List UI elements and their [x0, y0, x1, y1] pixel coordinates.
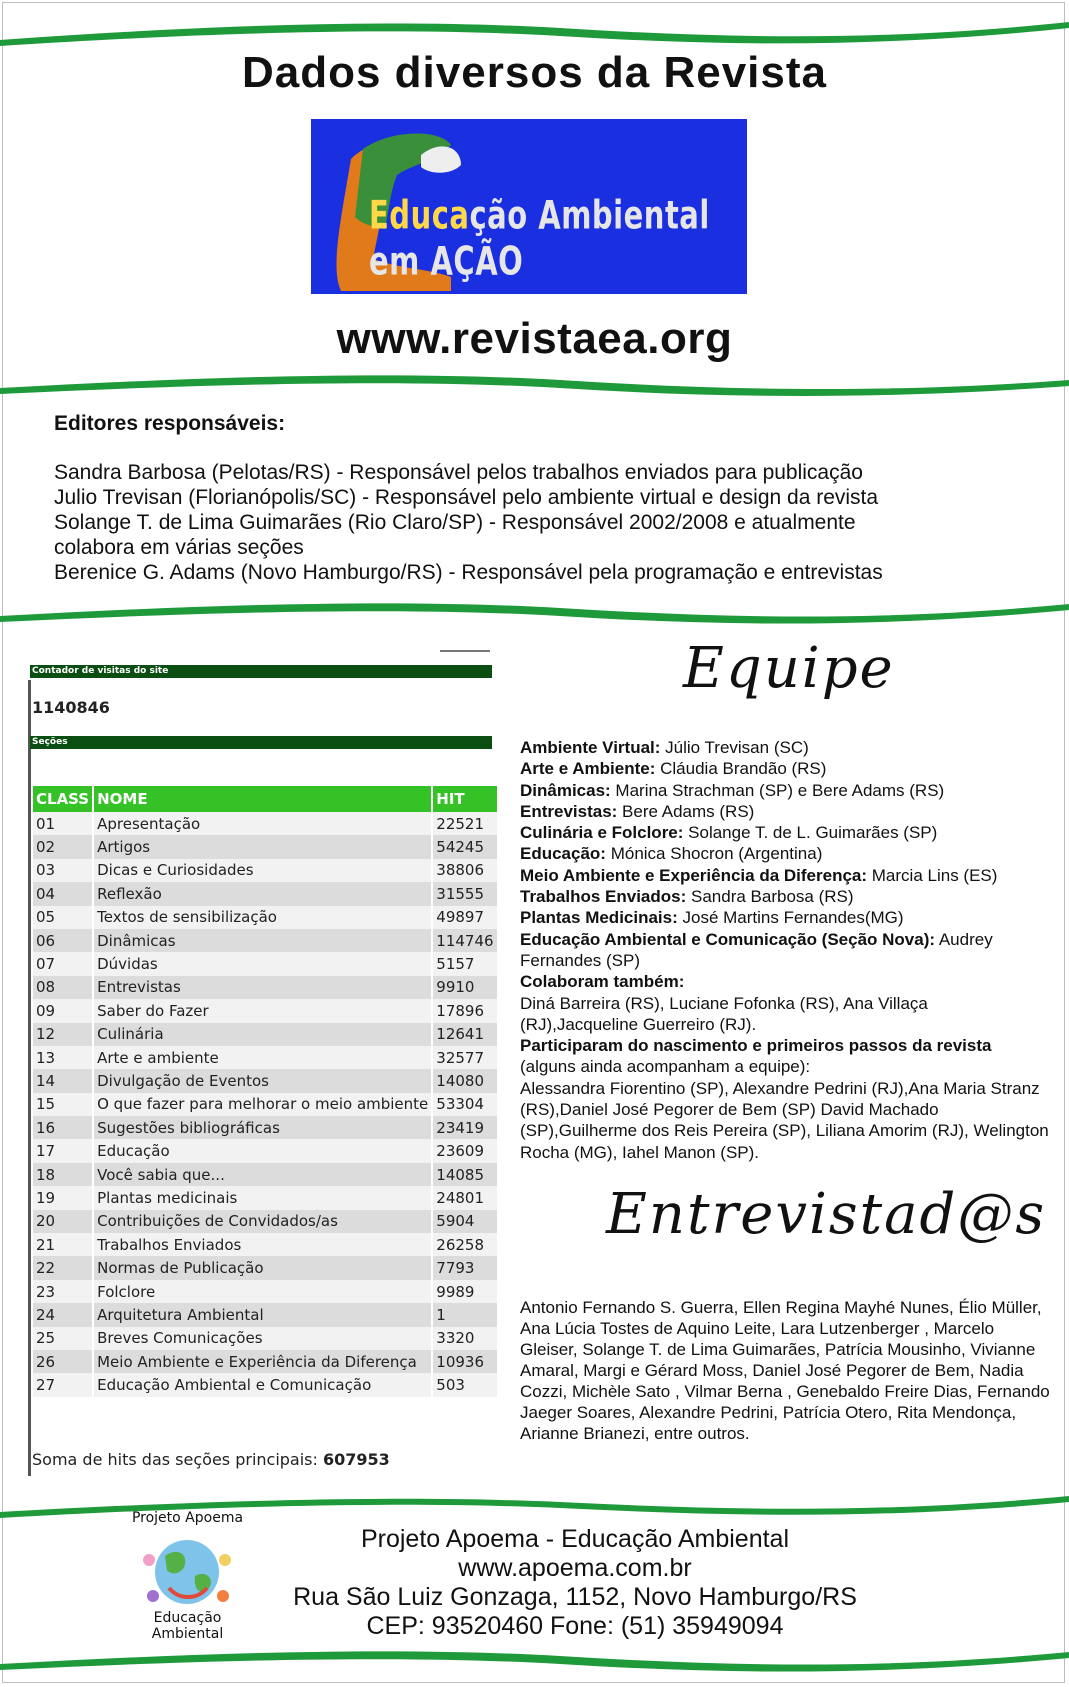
footer-line: Projeto Apoema - Educação Ambiental: [360, 1525, 790, 1553]
site-url[interactable]: www.revistaea.org: [336, 314, 733, 363]
team-entry-text: Bere Adams (RS): [617, 801, 755, 821]
team-entry-label: Trabalhos Enviados:: [520, 887, 687, 907]
team-entry-label: Arte e Ambiente:: [520, 759, 656, 779]
team-entry-label: Entrevistas:: [520, 801, 618, 821]
table-row: [33, 1280, 498, 1303]
table-row: [33, 1046, 498, 1069]
class-cell: 20: [33, 1210, 93, 1233]
class-cell: 06: [33, 929, 93, 952]
table-row: [33, 976, 498, 999]
name-cell: O que fazer para melhorar o meio ambiente: [93, 1093, 432, 1116]
team-entry-label: Dinâmicas:: [520, 780, 611, 800]
team-entry-text: (alguns ainda acompanham a equipe):: [520, 1057, 811, 1077]
team-entry: [520, 758, 1050, 779]
class-cell: 13: [33, 1046, 93, 1069]
name-cell: Sugestões bibliográficas: [93, 1116, 432, 1139]
name-cell: Culinária: [93, 1023, 432, 1046]
name-cell: Reflexão: [93, 882, 432, 905]
hits-sum: [32, 1450, 390, 1469]
team-entry-label: Colaboram também:: [520, 972, 685, 992]
editor-line: Sandra Barbosa (Pelotas/RS) - Responsável pelos trabalhos enviados para publicação: [54, 461, 863, 484]
name-cell: Saber do Fazer: [93, 999, 432, 1022]
panel-rule: [440, 650, 490, 652]
footer-line: CEP: 93520460 Fone: (51) 35949094: [366, 1612, 784, 1640]
name-cell: Breves Comunicações: [93, 1327, 432, 1350]
team-entry-text: Cláudia Brandão (RS): [655, 759, 827, 779]
name-cell: Dicas e Curiosidades: [93, 859, 432, 882]
name-cell: Dinâmicas: [93, 929, 432, 952]
hits-sum-value: 607953: [323, 1450, 390, 1469]
team-entry-text: Marina Strachman (SP) e Bere Adams (RS): [610, 780, 945, 800]
team-entry-text: Sandra Barbosa (RS): [686, 887, 854, 907]
name-cell: Contribuições de Convidados/as: [93, 1210, 432, 1233]
table-row: [33, 835, 498, 858]
visit-counter-value: 1140846: [32, 698, 110, 717]
class-cell: 08: [33, 976, 93, 999]
class-cell: 26: [33, 1350, 93, 1373]
team-entry: [520, 822, 1050, 843]
hit-cell: 114746: [432, 929, 497, 952]
panel-rule: [28, 680, 31, 1476]
site-stats-panel: [28, 650, 494, 1476]
name-cell: Você sabia que...: [93, 1163, 432, 1186]
name-cell: Trabalhos Enviados: [93, 1233, 432, 1256]
team-entry: [520, 843, 1050, 864]
editors-list: [54, 460, 1044, 585]
table-row: [33, 1327, 498, 1350]
interviewees-text: Antonio Fernando S. Guerra, Ellen Regina Mayhé Nunes, Élio Müller, Ana Lúcia Tostes de Aquino Leite, Lara Lutzenberger , Marcelo Gleiser, Solange T. de Lima Guimarães, Patrícia Mousinho, Vivianne Amaral, Margi e Gérard Moss, Daniel José Pegorer de Bem, Nadia Cozzi, Michèle Sato , Vilmar Berna , Genebaldo Freire Dias, Fernando Jaeger Soares, Alexandre Pedrini, Patrícia Otero, Rita Mendonça, Arianne Brianezi, entre outros.: [520, 1298, 1050, 1443]
class-cell: 21: [33, 1233, 93, 1256]
sections-title: Seções: [30, 736, 492, 749]
class-cell: 22: [33, 1256, 93, 1279]
table-row: [33, 929, 498, 952]
table-row: [33, 1210, 498, 1233]
hit-cell: 23419: [432, 1116, 497, 1139]
team-entry: [520, 865, 1050, 886]
hit-cell: 23609: [432, 1139, 497, 1162]
class-cell: 17: [33, 1139, 93, 1162]
team-entry: [520, 737, 1050, 758]
column-header-class: CLASS: [33, 786, 93, 812]
team-entry-label: Culinária e Folclore:: [520, 823, 684, 843]
name-cell: Artigos: [93, 835, 432, 858]
name-cell: Plantas medicinais: [93, 1186, 432, 1209]
hit-cell: 54245: [432, 835, 497, 858]
table-row: [33, 1093, 498, 1116]
team-entry-label: Meio Ambiente e Experiência da Diferença:: [520, 865, 868, 885]
name-cell: Educação: [93, 1139, 432, 1162]
footer-link[interactable]: www.apoema.com.br: [458, 1554, 692, 1582]
table-row: [33, 1186, 498, 1209]
class-cell: 14: [33, 1069, 93, 1092]
hit-cell: 5157: [432, 952, 497, 975]
table-row: [33, 1139, 498, 1162]
globe-icon: [125, 1526, 250, 1616]
hit-cell: 14080: [432, 1069, 497, 1092]
logo-wordmark-rest: ção Ambiental em AÇÃO: [369, 192, 710, 284]
hit-cell: 5904: [432, 1210, 497, 1233]
magazine-logo: [311, 119, 747, 294]
hits-sum-label: Soma de hits das seções principais:: [32, 1450, 318, 1469]
apoema-logo-subtitle-line: Ambiental: [151, 1626, 224, 1642]
hit-cell: 12641: [432, 1023, 497, 1046]
team-entry: [520, 886, 1050, 907]
logo-wordmark: [369, 192, 747, 284]
table-row: [33, 906, 498, 929]
hit-cell: 26258: [432, 1233, 497, 1256]
class-cell: 01: [33, 812, 93, 835]
team-entry: [520, 971, 1050, 992]
team-entry: [520, 1056, 1050, 1077]
name-cell: Textos de sensibilização: [93, 906, 432, 929]
apoema-logo: [125, 1510, 250, 1645]
hit-cell: 14085: [432, 1163, 497, 1186]
hit-cell: 22521: [432, 812, 497, 835]
class-cell: 09: [33, 999, 93, 1022]
hit-cell: 53304: [432, 1093, 497, 1116]
class-cell: 23: [33, 1280, 93, 1303]
team-entry-text: Marcia Lins (ES): [867, 865, 998, 885]
team-entry-label: Educação Ambiental e Comunicação (Seção Nova):: [520, 929, 936, 949]
logo-wordmark-highlight: Educa: [369, 192, 470, 238]
team-entry-text: Júlio Trevisan (SC): [660, 738, 809, 757]
apoema-logo-title: Projeto Apoema: [131, 1510, 244, 1526]
table-row: [33, 882, 498, 905]
class-cell: 12: [33, 1023, 93, 1046]
table-row: [33, 1233, 498, 1256]
team-entry: [520, 1078, 1050, 1163]
green-wave-divider: [0, 590, 1069, 630]
name-cell: Meio Ambiente e Experiência da Diferença: [93, 1350, 432, 1373]
table-row: [33, 1350, 498, 1373]
table-row: [33, 1116, 498, 1139]
column-header-hit: HIT: [432, 786, 497, 812]
hit-cell: 32577: [432, 1046, 497, 1069]
hit-cell: 3320: [432, 1327, 497, 1350]
team-list: [520, 737, 1050, 1163]
editor-line: Solange T. de Lima Guimarães (Rio Claro/SP) - Responsável 2002/2008 e atualmente: [54, 511, 856, 534]
hit-cell: 1: [432, 1303, 497, 1326]
class-cell: 04: [33, 882, 93, 905]
class-cell: 07: [33, 952, 93, 975]
name-cell: Divulgação de Eventos: [93, 1069, 432, 1092]
editor-line: colabora em várias seções: [54, 536, 304, 559]
sections-table-body: [33, 812, 498, 1397]
hit-cell: 9989: [432, 1280, 497, 1303]
table-row: [33, 999, 498, 1022]
green-wave-divider: [0, 12, 1069, 52]
counter-title: Contador de visitas do site: [30, 665, 492, 678]
class-cell: 05: [33, 906, 93, 929]
table-row: [33, 1023, 498, 1046]
name-cell: Folclore: [93, 1280, 432, 1303]
class-cell: 19: [33, 1186, 93, 1209]
name-cell: Arte e ambiente: [93, 1046, 432, 1069]
name-cell: Normas de Publicação: [93, 1256, 432, 1279]
page-title: Dados diversos da Revista: [241, 48, 827, 97]
class-cell: 03: [33, 859, 93, 882]
table-row: [33, 952, 498, 975]
class-cell: 24: [33, 1303, 93, 1326]
apoema-logo-subtitle: [125, 1610, 250, 1642]
table-row: [33, 1163, 498, 1186]
footer-contact: [250, 1525, 900, 1641]
team-entry-text: Mónica Shocron (Argentina): [605, 844, 823, 864]
hit-cell: 7793: [432, 1256, 497, 1279]
class-cell: 18: [33, 1163, 93, 1186]
team-entry-text: Solange T. de L. Guimarães (SP): [683, 823, 938, 843]
editor-line: Berenice G. Adams (Novo Hamburgo/RS) - Responsável pela programação e entrevistas: [54, 561, 883, 584]
editor-line: Julio Trevisan (Florianópolis/SC) - Responsável pelo ambiente virtual e design da revista: [54, 486, 879, 509]
hit-cell: 17896: [432, 999, 497, 1022]
team-entry-text: Diná Barreira (RS), Luciane Fofonka (RS), Ana Villaça (RJ),Jacqueline Guerreiro (RJ).: [520, 993, 928, 1034]
table-row: [33, 1069, 498, 1092]
team-entry: [520, 907, 1050, 928]
name-cell: Apresentação: [93, 812, 432, 835]
team-entry-text: José Martins Fernandes(MG): [677, 908, 904, 928]
table-row: [33, 1303, 498, 1326]
hit-cell: 24801: [432, 1186, 497, 1209]
hit-cell: 9910: [432, 976, 497, 999]
sections-table: [33, 786, 499, 1397]
team-entry-label: Participaram do nascimento e primeiros passos da revista: [520, 1036, 992, 1056]
hit-cell: 38806: [432, 859, 497, 882]
class-cell: 02: [33, 835, 93, 858]
name-cell: Educação Ambiental e Comunicação: [93, 1373, 432, 1396]
name-cell: Entrevistas: [93, 976, 432, 999]
table-row: [33, 1373, 498, 1396]
hit-cell: 10936: [432, 1350, 497, 1373]
name-cell: Arquitetura Ambiental: [93, 1303, 432, 1326]
class-cell: 27: [33, 1373, 93, 1396]
team-entry-label: Ambiente Virtual:: [520, 738, 661, 757]
column-header-name: NOME: [93, 786, 432, 812]
team-entry-text: Audrey Fernandes (SP): [520, 929, 993, 970]
class-cell: 25: [33, 1327, 93, 1350]
table-row: [33, 859, 498, 882]
green-wave-divider: [0, 360, 1069, 400]
team-entry: [520, 929, 1050, 972]
interviewees-heading: Entrevistad@s: [606, 1182, 1047, 1247]
team-entry: [520, 780, 1050, 801]
team-entry: [520, 801, 1050, 822]
hit-cell: 31555: [432, 882, 497, 905]
team-entry-label: Educação:: [520, 844, 606, 864]
name-cell: Dúvidas: [93, 952, 432, 975]
class-cell: 16: [33, 1116, 93, 1139]
table-row: [33, 812, 498, 835]
footer-line: Rua São Luiz Gonzaga, 1152, Novo Hamburgo/RS: [293, 1583, 857, 1611]
class-cell: 15: [33, 1093, 93, 1116]
hit-cell: 49897: [432, 906, 497, 929]
hit-cell: 503: [432, 1373, 497, 1396]
team-entry-text: Alessandra Fiorentino (SP), Alexandre Pedrini (RJ),Ana Maria Stranz (RS),Daniel José Pegorer de Bem (SP) David Machado (SP),Guilherme dos Reis Pereira (SP), Liliana Amorim (RJ), Welington Rocha (MG), Iahel Manon (SP).: [520, 1078, 1049, 1162]
team-heading: Equipe: [683, 636, 895, 701]
table-row: [33, 1256, 498, 1279]
team-entry: [520, 993, 1050, 1036]
team-entry-label: Plantas Medicinais:: [520, 908, 678, 928]
editors-heading: Editores responsáveis:: [54, 412, 286, 435]
team-entry: [520, 1035, 1050, 1056]
table-header-row: [33, 786, 498, 812]
apoema-logo-subtitle-line: Educação: [153, 1610, 222, 1626]
